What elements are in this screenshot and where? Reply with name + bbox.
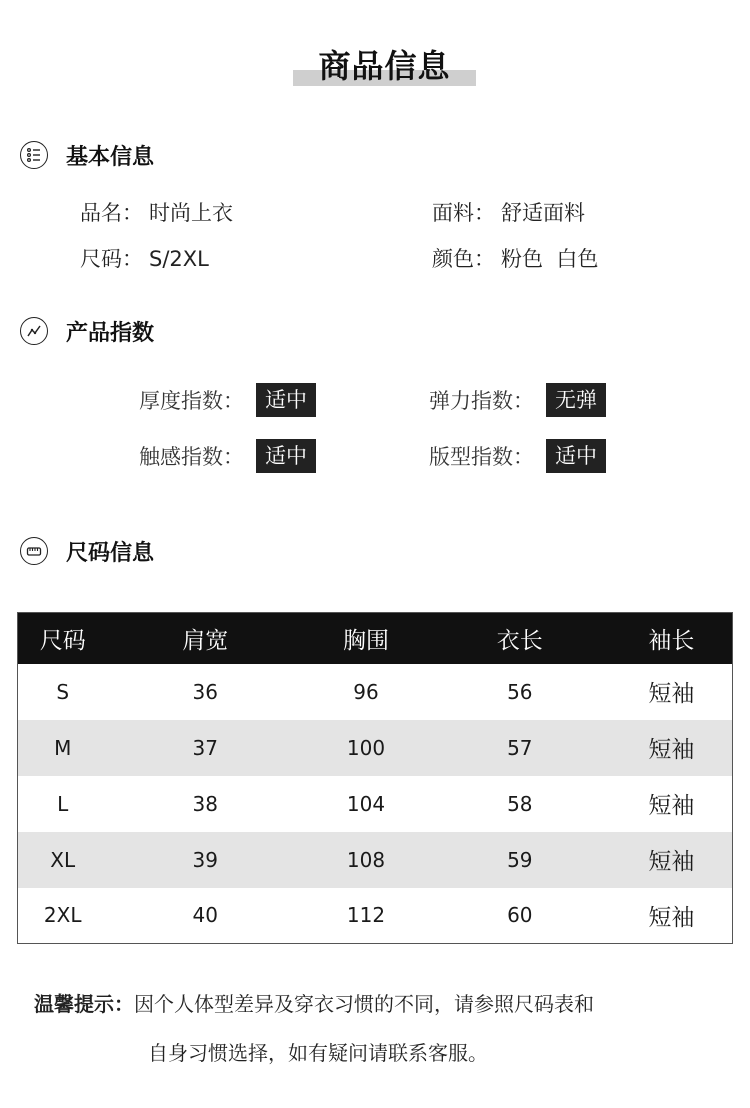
elastic-badge: 无弹 xyxy=(546,383,606,417)
list-icon xyxy=(20,141,48,169)
cell-sleeve: 短袖 xyxy=(611,720,733,776)
warm-tip-label: 温馨提示： xyxy=(34,992,134,1016)
size-info-heading: 尺码信息 xyxy=(66,540,155,566)
cell-chest: 108 xyxy=(303,832,429,888)
cell-sleeve: 短袖 xyxy=(648,904,695,931)
touch-index-row xyxy=(139,439,316,473)
table-row xyxy=(18,832,733,888)
ruler-icon xyxy=(20,537,48,565)
cell-size: 2XL xyxy=(43,903,82,928)
thickness-index-row xyxy=(139,383,316,417)
fabric-row xyxy=(432,197,585,227)
warm-tip-line1 xyxy=(34,986,594,1022)
product-index-heading: 产品指数 xyxy=(66,320,155,346)
warm-tip-text1: 因个人体型差异及穿衣习惯的不同，请参照尺码表和 xyxy=(134,992,594,1016)
thickness-badge: 适中 xyxy=(256,383,316,417)
cell-chest: 96 xyxy=(353,679,379,704)
size-table xyxy=(17,612,733,944)
product-index-header xyxy=(20,316,154,346)
fit-index-row xyxy=(429,439,606,473)
cell-length: 56 xyxy=(507,679,533,704)
size-value: S/2XL xyxy=(149,247,209,271)
cell-chest: 100 xyxy=(303,720,429,776)
table-row xyxy=(18,888,733,944)
header-shoulder: 肩宽 xyxy=(107,613,303,664)
cell-size: S xyxy=(56,679,70,704)
product-name-row xyxy=(80,197,233,227)
size-row xyxy=(80,243,209,273)
size-info-header xyxy=(20,536,154,566)
size-table-header-row xyxy=(18,613,733,664)
trend-chart-icon xyxy=(20,317,48,345)
cell-length: 59 xyxy=(429,832,611,888)
size-label: 尺码： xyxy=(80,247,143,271)
cell-size: M xyxy=(18,720,108,776)
cell-sleeve: 短袖 xyxy=(648,681,695,707)
header-chest: 胸围 xyxy=(303,613,429,664)
cell-sleeve: 短袖 xyxy=(611,832,733,888)
table-row xyxy=(18,664,733,720)
fabric-label: 面料： xyxy=(432,201,495,225)
page-title: 商品信息 xyxy=(318,47,451,85)
thickness-label: 厚度指数： xyxy=(139,389,244,413)
cell-sleeve: 短袖 xyxy=(648,793,695,819)
product-name-label: 品名： xyxy=(80,201,143,225)
cell-shoulder: 40 xyxy=(192,903,218,928)
page-title-block xyxy=(293,44,476,88)
elastic-index-row xyxy=(429,383,606,417)
cell-length: 57 xyxy=(429,720,611,776)
header-length: 衣长 xyxy=(429,613,611,664)
table-row xyxy=(18,720,733,776)
table-row xyxy=(18,776,733,832)
color-row xyxy=(432,243,598,273)
cell-chest: 112 xyxy=(346,903,386,928)
product-name-value: 时尚上衣 xyxy=(149,201,233,225)
cell-size: L xyxy=(57,791,69,816)
cell-shoulder: 38 xyxy=(192,791,218,816)
color-value: 粉色 白色 xyxy=(501,247,599,271)
cell-chest: 104 xyxy=(346,791,386,816)
cell-size: XL xyxy=(18,832,108,888)
cell-length: 60 xyxy=(507,903,533,928)
header-size: 尺码 xyxy=(18,613,108,664)
touch-label: 触感指数： xyxy=(139,445,244,469)
color-label: 颜色： xyxy=(432,247,495,271)
fit-badge: 适中 xyxy=(546,439,606,473)
basic-info-heading: 基本信息 xyxy=(66,144,155,170)
cell-length: 58 xyxy=(507,791,533,816)
header-sleeve: 袖长 xyxy=(611,613,733,664)
elastic-label: 弹力指数： xyxy=(429,389,534,413)
cell-shoulder: 36 xyxy=(192,679,218,704)
cell-shoulder: 37 xyxy=(107,720,303,776)
fit-label: 版型指数： xyxy=(429,445,534,469)
cell-shoulder: 39 xyxy=(107,832,303,888)
basic-info-header xyxy=(20,140,154,170)
warm-tip-text2: 自身习惯选择，如有疑问请联系客服。 xyxy=(148,1041,488,1065)
fabric-value: 舒适面料 xyxy=(501,201,585,225)
touch-badge: 适中 xyxy=(256,439,316,473)
